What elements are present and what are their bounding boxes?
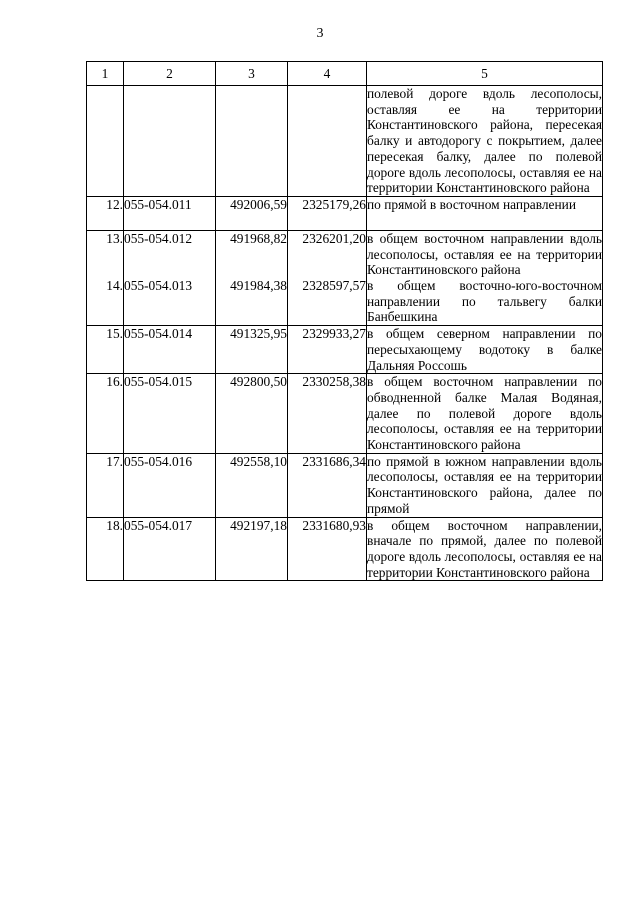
empty-cell [124,86,216,197]
route-description: в общем восточном направлении по обводненной балке Малая Водяная, далее по полевой дороге вдоль лесополосы, оставляя ее на территории Константиновского района [367,374,602,453]
route-description: полевой дороге вдоль лесополосы, оставляя ее на территории Константиновского района, пересекая балку и автодорогу с покрытием, далее пересекая балку, далее по полевой дороге вдоль лесополосы, оставляя ее на территории Константиновского района [367,86,602,196]
table-row [87,326,603,374]
coordinate-y: 2331686,34 [288,453,367,517]
page-number: 3 [316,26,324,41]
point-number: 16. [87,374,124,454]
column-header: 1 [87,62,124,86]
empty-cell [216,86,288,197]
coordinate-y: 2330258,38 [288,374,367,454]
column-header: 3 [216,62,288,86]
table-row [87,278,603,326]
coordinate-y: 2328597,57 [288,278,367,326]
point-code: 055-054.017 [124,517,216,581]
point-code: 055-054.012 [124,230,216,278]
coordinate-y: 2329933,27 [288,326,367,374]
point-number: 12. [87,196,124,230]
column-header: 5 [367,62,603,86]
coordinate-x: 491984,38 [216,278,288,326]
point-number: 13. [87,230,124,278]
coordinate-y: 2331680,93 [288,517,367,581]
point-number: 14. [87,278,124,326]
coordinate-x: 492558,10 [216,453,288,517]
coordinate-x: 491968,82 [216,230,288,278]
point-number: 17. [87,453,124,517]
empty-cell [87,86,124,197]
route-description: по прямой в восточном направлении [367,196,603,230]
table-row [87,230,603,278]
point-code: 055-054.014 [124,326,216,374]
table-row-continued [87,86,603,197]
table-row [87,517,603,581]
coordinate-x: 492197,18 [216,517,288,581]
point-code: 055-054.016 [124,453,216,517]
coordinate-y: 2325179,26 [288,196,367,230]
column-header: 4 [288,62,367,86]
point-code: 055-054.011 [124,196,216,230]
coordinate-x: 491325,95 [216,326,288,374]
route-description: в общем восточно-юго-восточном направлении по тальвегу балки Банбешкина [367,278,602,325]
column-header: 2 [124,62,216,86]
point-number: 15. [87,326,124,374]
table-row [87,374,603,454]
route-description: в общем восточном направлении, вначале по прямой, далее по полевой дороге вдоль лесополосы, оставляя ее на территории Константиновского района [367,517,602,580]
route-description: в общем восточном направлении вдоль лесополосы, оставляя ее на территории Константиновского района [367,230,602,278]
point-code: 055-054.015 [124,374,216,454]
point-code: 055-054.013 [124,278,216,326]
boundary-points-table [86,61,603,581]
table-row [87,196,603,230]
coordinate-x: 492800,50 [216,374,288,454]
table-header-row [87,62,603,86]
route-description: по прямой в южном направлении вдоль лесополосы, оставляя ее на территории Константиновского района, далее по прямой [367,453,602,516]
coordinate-x: 492006,59 [216,196,288,230]
point-number: 18. [87,517,124,581]
route-description: в общем северном направлении по пересыхающему водотоку в балке Дальняя Россошь [367,326,602,373]
coordinate-y: 2326201,20 [288,230,367,278]
table-row [87,453,603,517]
empty-cell [288,86,367,197]
